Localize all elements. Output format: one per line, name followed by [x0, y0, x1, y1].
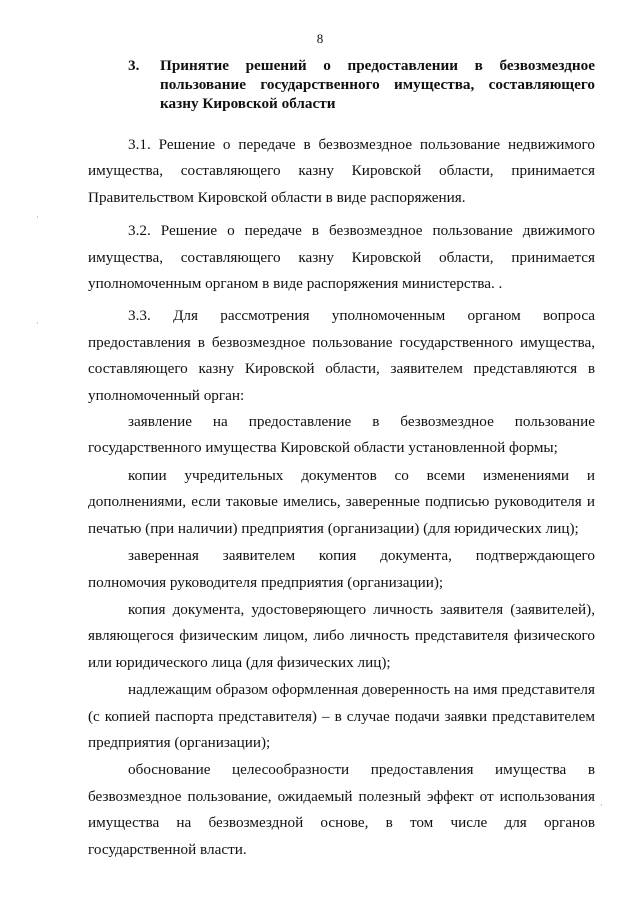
- list-item: надлежащим образом оформленная доверенность на имя представителя (с копией паспорта представителя) – в случае подачи заявки представителем предприятия (организации);: [88, 681, 595, 751]
- list-item: копии учредительных документов со всеми изменениями и дополнениями, если таковые имелись, заверенные подписью руководителя и печатью (при наличии) предприятия (организации) (для юридических лиц);: [88, 466, 595, 537]
- scan-speck: ·: [36, 318, 39, 328]
- section-number: 3.: [128, 57, 140, 74]
- scan-speck: ·: [600, 800, 603, 810]
- paragraph-3-2: 3.2. Решение о передаче в безвозмездное пользование движимого имущества, составляющего казну Кировской области, принимается уполномоченным органом в виде распоряжения министерства. .: [88, 222, 595, 293]
- list-item: заверенная заявителем копия документа, подтверждающего полномочия руководителя предприятия (организации);: [88, 547, 595, 591]
- paragraph-3-3: 3.3. Для рассмотрения уполномоченным органом вопроса предоставления в безвозмездное пользование государственного имущества, составляющего казну Кировской области, заявителем представляются в уполномоченный орган:: [88, 307, 595, 404]
- list-item: копия документа, удостоверяющего личность заявителя (заявителей), являющегося физическим лицом, либо личность представителя физического или юридического лица (для физических лиц);: [88, 600, 595, 671]
- scan-speck: ·: [36, 212, 39, 222]
- list-item: заявление на предоставление в безвозмездное пользование государственного имущества Кировской области установленной формы;: [88, 413, 595, 457]
- paragraph-3-1: 3.1. Решение о передаче в безвозмездное пользование недвижимого имущества, составляющего казну Кировской области, принимается Правительством Кировской области в виде распоряжения.: [88, 136, 595, 206]
- section-heading: [88, 56, 595, 113]
- document-body: [88, 56, 595, 864]
- page-number: 8: [316, 31, 324, 46]
- section-title: Принятие решений о предоставлении в безвозмездное пользование государственного имущества, составляющего казну Кировской области: [160, 57, 595, 112]
- list-item: обоснование целесообразности предоставления имущества в безвозмездное пользование, ожидаемый полезный эффект от использования имущества на безвозмездной основе, в том числе для органов государственной власти.: [88, 761, 595, 858]
